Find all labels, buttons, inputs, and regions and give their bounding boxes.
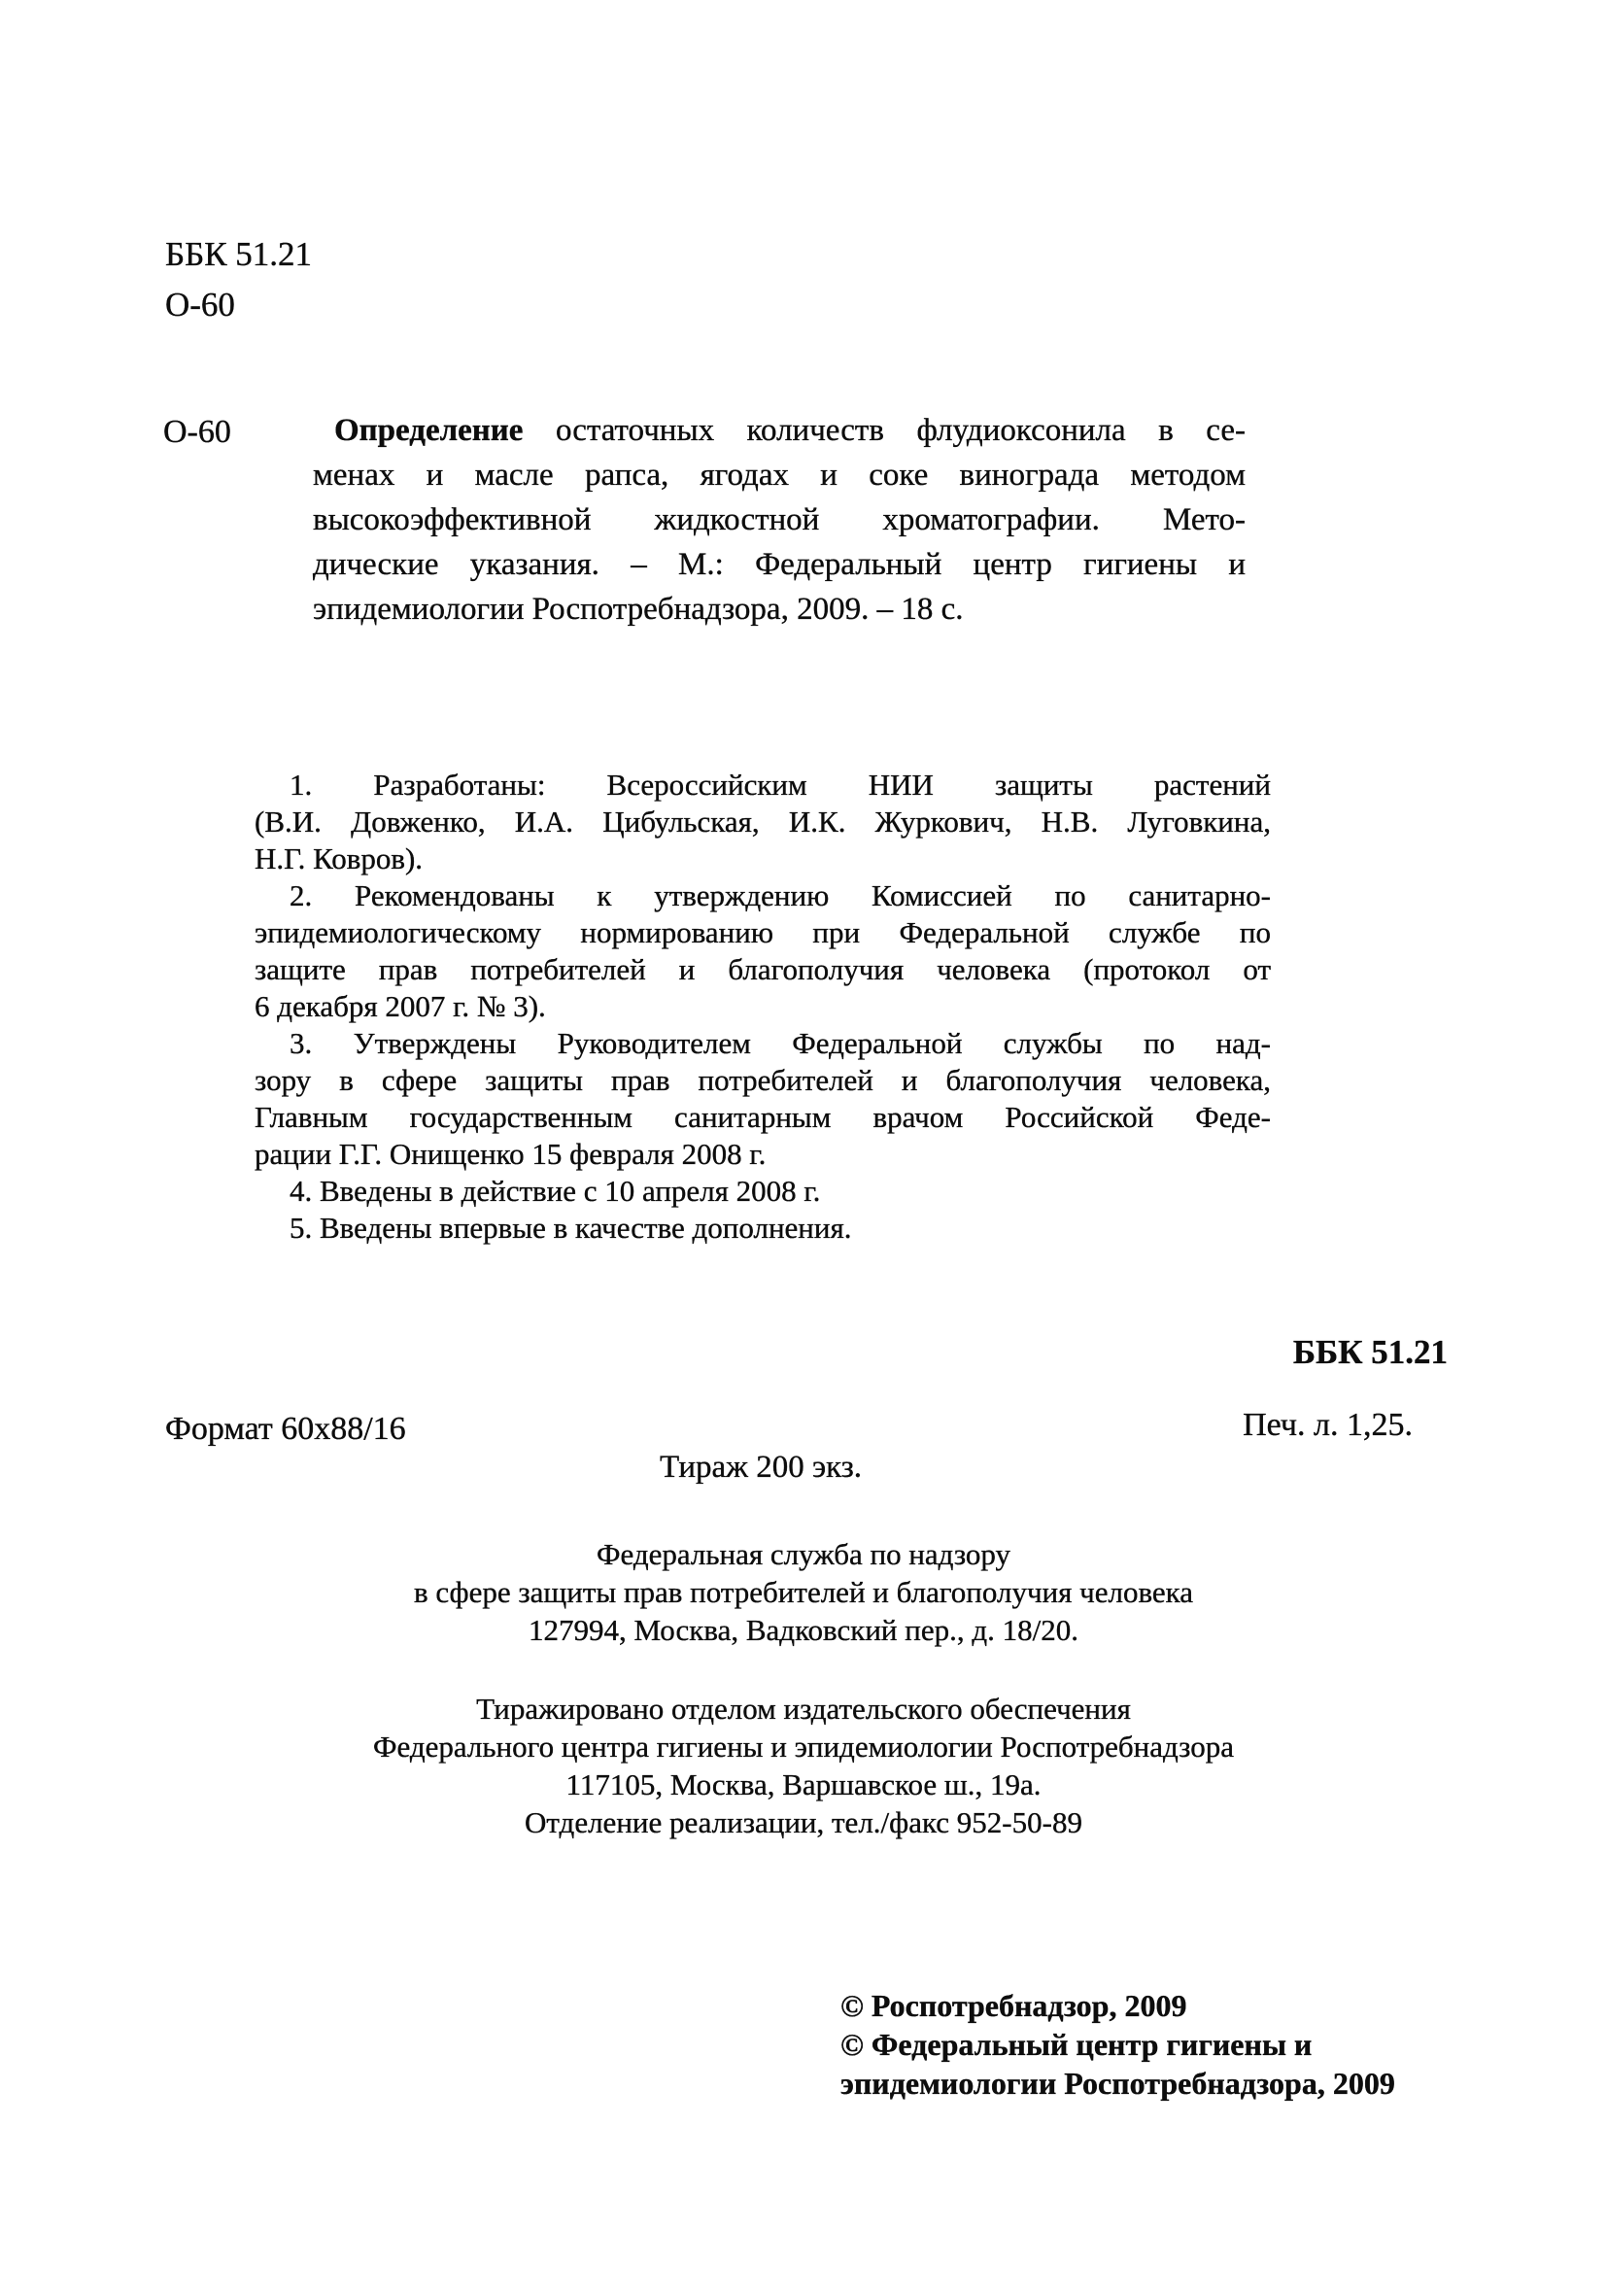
note-line: рации Г.Г. Онищенко 15 февраля 2008 г. bbox=[255, 1137, 767, 1171]
note-item-5 bbox=[255, 1210, 1271, 1247]
format-info: Формат 60х88/16 bbox=[165, 1411, 406, 1447]
note-line: 1. Разработаны: Всероссийским НИИ защиты растений bbox=[290, 768, 1271, 802]
copyright-line: © Федеральный центр гигиены и bbox=[840, 2027, 1313, 2062]
publisher-block bbox=[0, 1535, 1607, 1649]
note-line: эпидемиологическому нормированию при Федеральной службе по bbox=[255, 915, 1271, 949]
printed-sheets-info: Печ. л. 1,25. bbox=[1243, 1407, 1413, 1443]
bbk-code-right: ББК 51.21 bbox=[1292, 1333, 1448, 1371]
note-item-4 bbox=[255, 1173, 1271, 1210]
note-line: 4. Введены в действие с 10 апреля 2008 г. bbox=[290, 1174, 821, 1208]
printer-block bbox=[0, 1690, 1607, 1841]
copyright-line: © Роспотребнадзор, 2009 bbox=[840, 1988, 1187, 2023]
top-classification bbox=[165, 229, 312, 330]
note-line: Н.Г. Ковров). bbox=[255, 841, 424, 875]
note-line: Главным государственным санитарным врачом Российской Феде- bbox=[255, 1100, 1271, 1134]
publisher-line: Федеральная служба по надзору bbox=[597, 1537, 1010, 1571]
entry-line: менах и масле рапса, ягодах и соке винограда методом bbox=[313, 458, 1246, 493]
catalog-entry bbox=[313, 408, 1246, 632]
note-line: (В.И. Довженко, И.А. Цибульская, И.К. Журкович, Н.В. Луговкина, bbox=[255, 805, 1271, 839]
note-line: 2. Рекомендованы к утверждению Комиссией по санитарно- bbox=[290, 878, 1271, 912]
entry-title-bold: Определение bbox=[334, 413, 524, 448]
tirage-info: Тираж 200 экз. bbox=[660, 1450, 862, 1485]
note-item-2 bbox=[255, 877, 1271, 1025]
publisher-line: 127994, Москва, Вадковский пер., д. 18/20. bbox=[528, 1613, 1078, 1647]
printer-line: Отделение реализации, тел./факс 952-50-89 bbox=[525, 1805, 1082, 1839]
copyright-line: эпидемиологии Роспотребнадзора, 2009 bbox=[840, 2066, 1395, 2101]
notes-list bbox=[255, 767, 1271, 1247]
publisher-line: в сфере защиты прав потребителей и благополучия человека bbox=[413, 1575, 1194, 1609]
entry-line bbox=[313, 408, 1246, 453]
note-line: защите прав потребителей и благополучия человека (протокол от bbox=[255, 952, 1271, 986]
note-item-1 bbox=[255, 767, 1271, 877]
entry-line-rest: остаточных количеств флудиоксонила в се- bbox=[523, 413, 1246, 448]
copyright-block bbox=[840, 1986, 1482, 2103]
entry-line: эпидемиологии Роспотребнадзора, 2009. – 18 с. bbox=[313, 592, 964, 627]
author-sign-code: О-60 bbox=[165, 286, 235, 324]
entry-label: О-60 bbox=[163, 414, 231, 450]
note-line: 3. Утверждены Руководителем Федеральной службы по над- bbox=[290, 1026, 1271, 1060]
printer-line: 117105, Москва, Варшавское ш., 19а. bbox=[565, 1767, 1042, 1801]
entry-line: высокоэффективной жидкостной хроматографии. Мето- bbox=[313, 502, 1246, 537]
printer-line: Тиражировано отделом издательского обеспечения bbox=[476, 1692, 1131, 1726]
entry-line: дические указания. – М.: Федеральный центр гигиены и bbox=[313, 547, 1246, 582]
note-item-3 bbox=[255, 1025, 1271, 1173]
note-line: зору в сфере защиты прав потребителей и благополучия человека, bbox=[255, 1063, 1271, 1097]
note-line: 6 декабря 2007 г. № 3). bbox=[255, 989, 546, 1023]
note-line: 5. Введены впервые в качестве дополнения. bbox=[290, 1211, 852, 1245]
printer-line: Федерального центра гигиены и эпидемиологии Роспотребнадзора bbox=[373, 1730, 1234, 1764]
bbk-code: ББК 51.21 bbox=[165, 235, 313, 273]
